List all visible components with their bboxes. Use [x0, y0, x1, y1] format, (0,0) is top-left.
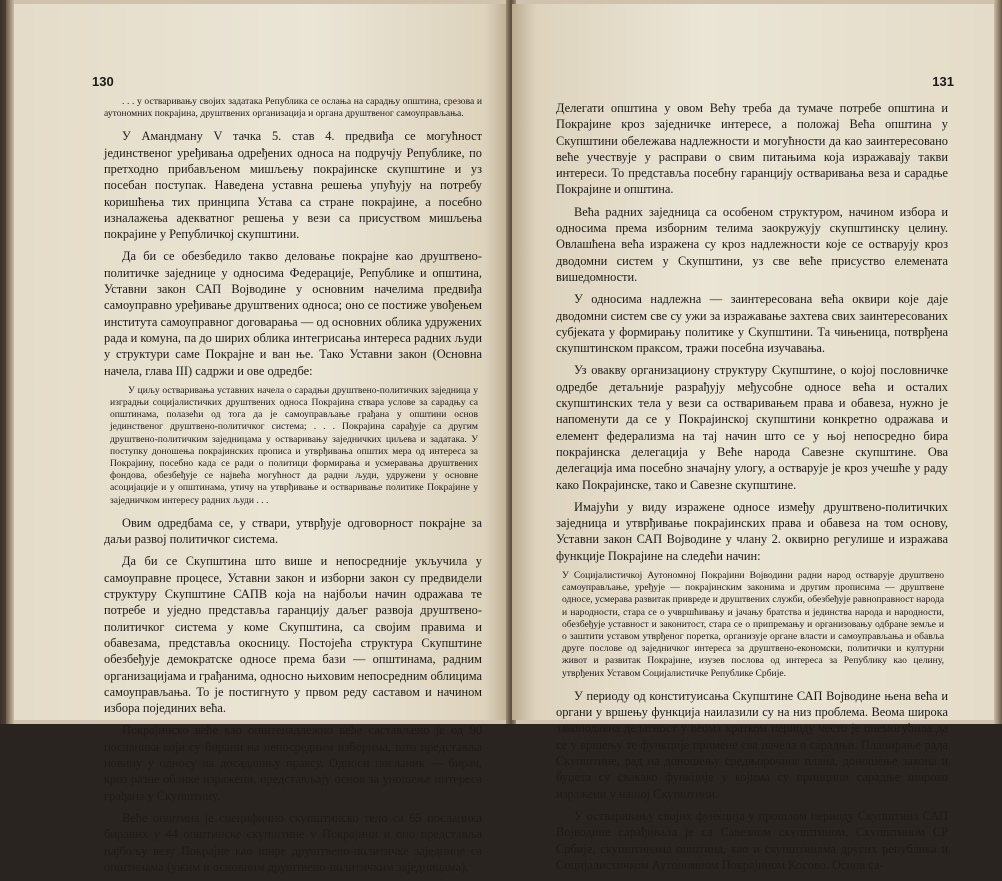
page-number: 130	[92, 74, 114, 89]
paragraph: Већа радних заједница са особеном структуром, начином избора и односима према изборним телима заокружују скупштинску целину. Овлашћена већа изражена су кроз надлежности које се остварују кроз дводомни систем у Скупштини, уз све веће присуство елемената вишедомности.	[556, 204, 948, 284]
paragraph: Делегати општина у овом Већу треба да тумаче потребе општина и Покрајине кроз заједничке интересе, а положај Већа општина у Скупштини обележава надлежности и могућности да као заинтересовано веће учествује у расправи о свим питањима која изражавају такви интереси. То представља посебну гаранцију остваривања веза и сарадње Покрајине и општина.	[556, 101, 948, 197]
paragraph: Покрајинско веће као општенадлежно веће састављено је од 90 посланика који су бирани на непосредним изборима, што представља новину у односу на досадашњу праксу. Односи посланик — бирач, кроз разне облике изражени, представљају основ за уношење интереса грађана у Скупштину.	[104, 723, 482, 803]
paragraph: Да би се Скупштина што више и непосредније укључила у самоуправне процесе, Уставни закон и изборни закон су предвидели структуру Скупштине САПВ која на најбољи начин одражава те потребе и уједно представља гаранцију даљег развоја друштвено-политичког система у коме Скупштина, са својим правима и обавезама, представља окосницу. Постојећа структура Скупштине обезбеђује демократске односе према бази — општинама, радним организацијама и грађанима, односно њиховим непосредним облицима самоуправљања. То је постигнуто у првом реду саставом и начином избора појединих већа.	[104, 554, 482, 716]
book-edge-left	[6, 0, 14, 724]
paragraph: Веће општина је специфично скупштинско тело са 65 посланика бираних у 44 општинске скупштине у Покрајини и оно представља најбољу везу Покрајне као шире друштвено-политичке заједнице са општинама (ужим и основним друштвено-политичким заједницама).	[104, 810, 482, 874]
paragraph: Да би се обезбедило такво деловање покрајне као друштвено-политичке заједнице у односима Федерације, Републике и општина, Уставни закон САП Војводине у основним начелима предвиђа самоуправно уређивање друштвених односа; оно се постиже увођењем института самоуправног договарања — од основних облика удружених рада и комуна, па до ширих облика интегрисања интереса радних људи у структури саме Покрајне и ван ње. Тако Уставни закон (Основна начела, глава III) садржи и ове одредбе:	[104, 249, 482, 378]
quote-text: У Социјалистичкој Аутономној Покрајини Војводини радни народ остварује друштвено самоуправљање, уређује — покрајинским законима и другим прописима — друштвене односе, усмерава развитак привреде и друштвених служби, обезбеђује равноправност народа и народности, стара се о учвршћивању и јачању братства и јединства народа и народности, обезбеђује уставност и законитост, стара се о припремању и организовању одбране земље и о заштити уставом утврђеног поретка, организује органе власти и самоуправљања и обавља друге послове од заједничког интереса за друштвено-економски, политички и културни живот и развитак Покрајине, изузев послова од интереса за Републику као целину, утврђених Уставом Социјалистичке Републике Србије.	[562, 570, 944, 679]
paragraph: У односима надлежна — заинтересована већа оквири које даје дводомни систем све су ужи за изражавање захтева свих заинтересованих субјеката у формирању политике у Скупштини. Та чињеница, потврђена скупштинском праксом, тражи посебна изучавања.	[556, 292, 948, 356]
block-quote	[562, 570, 944, 680]
paragraph: У Амандману V тачка 5. став 4. предвиђа се могућност јединственог уређивања одређених односа на подручју Републике, по претходно прибављеном мишљењу покрајинске скупштине и уз посебан поступак. Наведена уставна решења упућују на потребу коришћења тих принципа Устава са стране покрајине, а посебно изналажења адекватног решења у вези са присуством мишљења покрајине у Републичкој скупштини.	[104, 129, 482, 242]
paragraph: Уз овакву организациону структуру Скупштине, о којој пословничке одредбе детаљније разрађују међусобне односе већа и осталих скупштинских тела у вези са остваривањем права и обавеза, нужно је напоменути да се у Покрајинској скупштини конкретно одражава и елемент федерализма на тај начин што се у њој непосредно бира покрајинска делегација у Веће народа Савезне скупштине. Ова делегација има посебно значајну улогу, а остварује је кроз учешће у раду како Покрајинске, тако и Савезне скупштине.	[556, 363, 948, 492]
page-number: 131	[932, 74, 954, 89]
right-page	[512, 4, 994, 872]
intro-quote: . . . у остваривању својих задатака Република се ослања на сарадњу општина, срезова и аутономних покрајина, друштвених организација и органа друштвеног самоуправљања.	[104, 96, 482, 120]
quote-text: У циљу остваривања уставних начела о сарадњи друштвено-политичких заједница у изградњи социјалистичких друштвених односа Покрајина ствара услове за сарадњу са општинама, полазећи од тога да је самоуправљање грађана у општини основ јединственог друштвено-политичког система; . . . Покрајина сарађује са другим друштвено-политичким заједницама у остваривању заједничких циљева и задатака. У поступку доношења покрајинских прописа и утврђивања општих мера од интереса за Покрајину, посебно када се ради о политици формирања и усмеравања друштвених фондова, обезбеђује се највећа могућност да радни људи, удружени у основне асоцијације и у општинама, утичу на утврђивање и остваривање политике Покрајине у заједничком интересу радних људи . . .	[110, 384, 478, 506]
paragraph: Овим одредбама се, у ствари, утврђује одговорност покрајне за даљи развој политичког система.	[104, 515, 482, 547]
left-page	[14, 4, 510, 874]
book-edge-right	[994, 0, 1002, 724]
page-text	[104, 96, 482, 881]
paragraph: У остваривању својих функција у прошлом периоду Скупштина САП Војводине сарађивала је са Савезном скупштином, Скупштином СР Србије, скупштинама општина, као и скупштинама других република и Социјалистичком Аутономном Покрајином Косово. Основ са-	[556, 808, 948, 872]
block-quote	[110, 385, 478, 507]
page-text	[556, 100, 948, 879]
paragraph: У периоду од конституисања Скупштине САП Војводине њена већа и органи у вршењу функција наилазили су на низ проблема. Веома широка законодавна делатност у веома кратком периоду често је онемогућила да се у вршењу те функције примене сва начела о сарадњи. Планирање рада Скупштине, рад на доношењу средњорочног плана, доношење закона и буџета су свакако функције у којима су принципи сарадње широко изражени у нашој Скупштини.	[556, 688, 948, 801]
paragraph: Имајући у виду изражене односе између друштвено-политичких заједница и утврђивање покрајинских права и обавеза на том основу, Уставни закон САП Војводине у члану 2. оквирно регулише и изражава функције Покрајине на следећи начин:	[556, 499, 948, 563]
